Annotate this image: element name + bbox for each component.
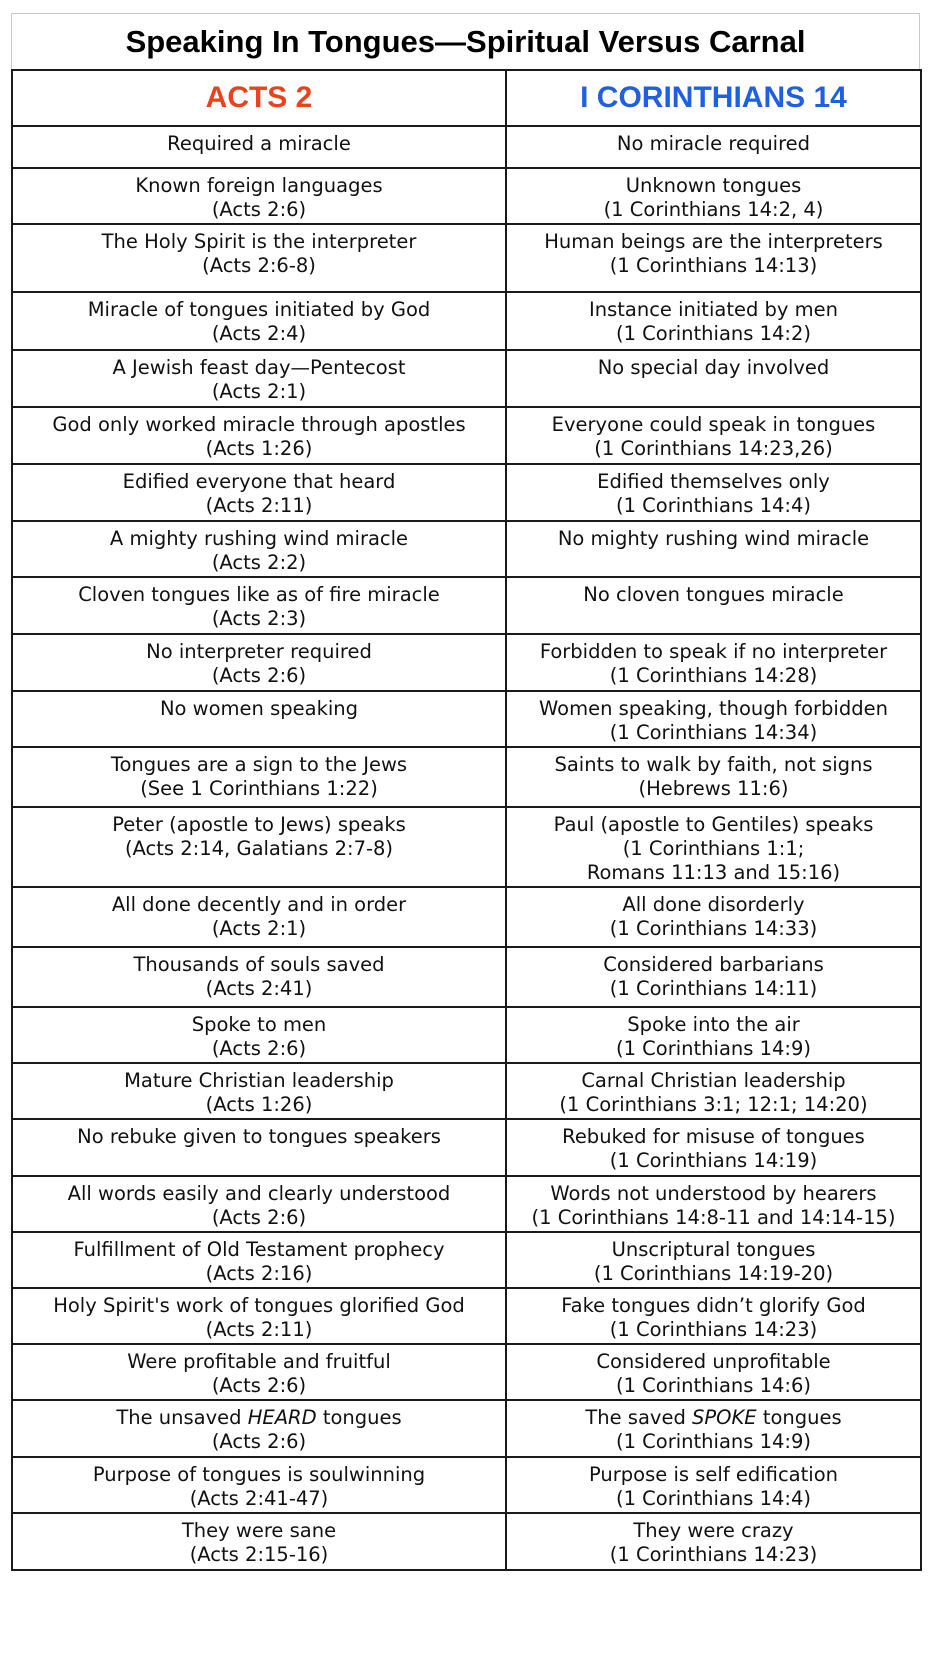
table-row xyxy=(12,350,921,407)
emphasis-text: HEARD xyxy=(247,1406,317,1429)
text-segment: tongues xyxy=(316,1406,402,1429)
reference-text: (Acts 2:2) xyxy=(211,551,307,574)
corinthians-cell xyxy=(506,1400,921,1457)
text-segment: The unsaved xyxy=(116,1406,248,1429)
acts-cell xyxy=(12,1232,506,1288)
reference-text: (Acts 2:11) xyxy=(205,494,313,517)
reference-text: (1 Corinthians 14:34) xyxy=(609,721,818,744)
acts-cell xyxy=(12,577,506,634)
reference-text: (Acts 2:14, Galatians 2:7-8) xyxy=(124,837,394,860)
statement-text xyxy=(17,1406,501,1430)
table-row xyxy=(12,464,921,521)
statement-text xyxy=(511,1406,916,1430)
reference-text: (Acts 2:11) xyxy=(205,1318,313,1341)
acts-cell xyxy=(12,521,506,577)
statement-text: All done disorderly xyxy=(622,893,805,916)
acts-cell xyxy=(12,407,506,464)
corinthians-cell xyxy=(506,577,921,634)
corinthians-cell xyxy=(506,1513,921,1570)
reference-text: (Hebrews 11:6) xyxy=(638,777,789,800)
comparison-sheet xyxy=(11,13,920,1571)
statement-text: Instance initiated by men xyxy=(588,298,839,321)
acts-cell xyxy=(12,807,506,887)
table-row xyxy=(12,1232,921,1288)
reference-text: (Acts 2:6) xyxy=(211,1430,307,1453)
reference-text: (Acts 2:6) xyxy=(211,664,307,687)
acts-cell xyxy=(12,1400,506,1457)
statement-text: Edified themselves only xyxy=(597,470,830,493)
statement-text: Mature Christian leadership xyxy=(124,1069,394,1092)
corinthians-cell xyxy=(506,521,921,577)
statement-text: Women speaking, though forbidden xyxy=(539,697,888,720)
table-row xyxy=(12,577,921,634)
statement-text: They were sane xyxy=(181,1519,337,1542)
table-row xyxy=(12,1344,921,1400)
statement-text: No cloven tongues miracle xyxy=(583,583,844,606)
table-row xyxy=(12,1513,921,1570)
corinthians-cell xyxy=(506,947,921,1007)
statement-text: Forbidden to speak if no interpreter xyxy=(539,640,888,663)
corinthians-cell xyxy=(506,1176,921,1232)
statement-text: God only worked miracle through apostles xyxy=(52,413,466,436)
statement-text: Cloven tongues like as of fire miracle xyxy=(78,583,440,606)
reference-text: (Acts 2:1) xyxy=(211,917,307,940)
statement-text: Human beings are the interpreters xyxy=(544,230,883,253)
statement-text: Saints to walk by faith, not signs xyxy=(554,753,873,776)
reference-text: (Acts 2:6-8) xyxy=(202,254,316,277)
reference-text: (Acts 2:6) xyxy=(211,1374,307,1397)
reference-text: (1 Corinthians 14:11) xyxy=(609,977,818,1000)
statement-text: Rebuked for misuse of tongues xyxy=(562,1125,865,1148)
table-row xyxy=(12,1063,921,1119)
statement-text: Thousands of souls saved xyxy=(133,953,385,976)
corinthians-cell xyxy=(506,407,921,464)
table-row xyxy=(12,947,921,1007)
table-row xyxy=(12,292,921,350)
reference-text: (Acts 1:26) xyxy=(205,437,313,460)
reference-text: (1 Corinthians 14:4) xyxy=(615,494,812,517)
acts-cell xyxy=(12,1344,506,1400)
corinthians-cell xyxy=(506,464,921,521)
emphasis-text: SPOKE xyxy=(692,1406,757,1429)
acts-cell xyxy=(12,747,506,807)
table-row xyxy=(12,407,921,464)
reference-text: (Acts 2:16) xyxy=(205,1262,313,1285)
acts-cell xyxy=(12,1288,506,1344)
statement-text: A Jewish feast day—Pentecost xyxy=(112,356,406,379)
table-row xyxy=(12,747,921,807)
reference-text: (1 Corinthians 14:9) xyxy=(615,1430,812,1453)
acts-cell xyxy=(12,887,506,947)
statement-text: A mighty rushing wind miracle xyxy=(109,527,409,550)
statement-text: Purpose is self edification xyxy=(589,1463,838,1486)
corinthians-cell xyxy=(506,350,921,407)
acts-cell xyxy=(12,634,506,691)
reference-text: (1 Corinthians 14:33) xyxy=(609,917,818,940)
reference-text: (Acts 2:1) xyxy=(211,380,307,403)
corinthians-cell xyxy=(506,1288,921,1344)
reference-text: (1 Corinthians 14:28) xyxy=(609,664,818,687)
reference-text: (1 Corinthians 14:23) xyxy=(609,1543,818,1566)
corinthians-cell xyxy=(506,887,921,947)
statement-text: Considered barbarians xyxy=(603,953,824,976)
statement-text: Required a miracle xyxy=(167,132,351,155)
acts-cell xyxy=(12,292,506,350)
acts-cell xyxy=(12,1007,506,1063)
reference-text: (1 Corinthians 14:19) xyxy=(609,1149,818,1172)
table-row xyxy=(12,521,921,577)
reference-text: (Acts 2:6) xyxy=(211,1037,307,1060)
statement-text: Were profitable and fruitful xyxy=(127,1350,391,1373)
text-segment: The saved xyxy=(585,1406,693,1429)
corinthians-cell xyxy=(506,224,921,292)
statement-text: Fake tongues didn’t glorify God xyxy=(561,1294,866,1317)
corinthians-cell xyxy=(506,292,921,350)
table-row xyxy=(12,691,921,747)
reference-text: (1 Corinthians 14:19-20) xyxy=(593,1262,834,1285)
statement-text: The Holy Spirit is the interpreter xyxy=(101,230,417,253)
corinthians-cell xyxy=(506,747,921,807)
reference-text: (1 Corinthians 14:6) xyxy=(615,1374,812,1397)
acts-cell xyxy=(12,126,506,168)
statement-text: Fulfillment of Old Testament prophecy xyxy=(73,1238,445,1261)
corinthians-cell xyxy=(506,1007,921,1063)
reference-text: (1 Corinthians 14:8-11 and 14:14-15) xyxy=(531,1206,896,1229)
statement-text: No special day involved xyxy=(597,356,830,379)
corinthians-cell xyxy=(506,807,921,887)
reference-text: (1 Corinthians 3:1; 12:1; 14:20) xyxy=(559,1093,868,1116)
statement-text: Unscriptural tongues xyxy=(611,1238,816,1261)
table-row xyxy=(12,126,921,168)
acts-cell xyxy=(12,168,506,224)
acts-cell xyxy=(12,464,506,521)
corinthians-cell xyxy=(506,126,921,168)
statement-text: Purpose of tongues is soulwinning xyxy=(92,1463,426,1486)
reference-text: (1 Corinthians 14:4) xyxy=(615,1487,812,1510)
acts-cell xyxy=(12,691,506,747)
table-row xyxy=(12,1007,921,1063)
acts-cell xyxy=(12,1063,506,1119)
table-row xyxy=(12,807,921,887)
statement-text: Tongues are a sign to the Jews xyxy=(110,753,408,776)
statement-text: Miracle of tongues initiated by God xyxy=(87,298,431,321)
corinthians-cell xyxy=(506,1232,921,1288)
statement-text: Unknown tongues xyxy=(625,174,802,197)
acts-cell xyxy=(12,1119,506,1176)
statement-text: Holy Spirit's work of tongues glorified God xyxy=(53,1294,465,1317)
table-body xyxy=(12,126,921,1570)
reference-text: (Acts 2:6) xyxy=(211,1206,307,1229)
table-row xyxy=(12,634,921,691)
statement-text: Carnal Christian leadership xyxy=(581,1069,846,1092)
reference-text: (1 Corinthians 1:1; xyxy=(622,837,805,860)
reference-text: (See 1 Corinthians 1:22) xyxy=(140,777,378,800)
statement-text: No women speaking xyxy=(159,697,359,720)
corinthians-cell xyxy=(506,1119,921,1176)
corinthians-cell xyxy=(506,1457,921,1513)
column-header-acts: ACTS 2 xyxy=(12,70,506,126)
statement-text: Spoke into the air xyxy=(627,1013,800,1036)
statement-text: Edified everyone that heard xyxy=(122,470,396,493)
reference-text: (Acts 2:41) xyxy=(205,977,313,1000)
statement-text: Spoke to men xyxy=(191,1013,327,1036)
statement-text: Peter (apostle to Jews) speaks xyxy=(112,813,406,836)
corinthians-cell xyxy=(506,1344,921,1400)
acts-cell xyxy=(12,1176,506,1232)
reference-text: (1 Corinthians 14:13) xyxy=(609,254,818,277)
table-row xyxy=(12,1457,921,1513)
statement-text: Paul (apostle to Gentiles) speaks xyxy=(553,813,874,836)
statement-text: No interpreter required xyxy=(146,640,372,663)
statement-text: No rebuke given to tongues speakers xyxy=(77,1125,441,1148)
reference-text: (1 Corinthians 14:9) xyxy=(615,1037,812,1060)
comparison-table xyxy=(11,69,922,1571)
statement-text: Everyone could speak in tongues xyxy=(551,413,876,436)
table-row xyxy=(12,168,921,224)
reference-text: (1 Corinthians 14:2, 4) xyxy=(603,198,824,221)
text-segment: tongues xyxy=(756,1406,842,1429)
statement-text: Words not understood by hearers xyxy=(550,1182,877,1205)
acts-cell xyxy=(12,1457,506,1513)
table-row xyxy=(12,1288,921,1344)
reference-text: (Acts 1:26) xyxy=(205,1093,313,1116)
reference-text: (1 Corinthians 14:23,26) xyxy=(594,437,833,460)
reference-text: (Acts 2:6) xyxy=(211,198,307,221)
corinthians-cell xyxy=(506,168,921,224)
acts-cell xyxy=(12,350,506,407)
statement-text: No miracle required xyxy=(616,132,811,155)
column-header-corinthians: I CORINTHIANS 14 xyxy=(506,70,921,126)
statement-text: They were crazy xyxy=(633,1519,794,1542)
reference-text: Romans 11:13 and 15:16) xyxy=(586,861,841,884)
reference-text: (Acts 2:3) xyxy=(211,607,307,630)
corinthians-cell xyxy=(506,691,921,747)
reference-text: (1 Corinthians 14:23) xyxy=(609,1318,818,1341)
reference-text: (Acts 2:4) xyxy=(211,322,307,345)
statement-text: All done decently and in order xyxy=(111,893,407,916)
header-row xyxy=(12,70,921,126)
table-row xyxy=(12,1176,921,1232)
acts-cell xyxy=(12,1513,506,1570)
reference-text: (1 Corinthians 14:2) xyxy=(615,322,812,345)
page-title: Speaking In Tongues—Spiritual Versus Carnal xyxy=(11,13,920,69)
statement-text: Known foreign languages xyxy=(135,174,383,197)
acts-cell xyxy=(12,224,506,292)
reference-text: (Acts 2:15-16) xyxy=(189,1543,329,1566)
statement-text: All words easily and clearly understood xyxy=(67,1182,451,1205)
table-row xyxy=(12,224,921,292)
statement-text: Considered unprofitable xyxy=(596,1350,831,1373)
corinthians-cell xyxy=(506,634,921,691)
statement-text: No mighty rushing wind miracle xyxy=(557,527,870,550)
table-row xyxy=(12,1400,921,1457)
table-row xyxy=(12,887,921,947)
table-row xyxy=(12,1119,921,1176)
reference-text: (Acts 2:41-47) xyxy=(189,1487,329,1510)
acts-cell xyxy=(12,947,506,1007)
corinthians-cell xyxy=(506,1063,921,1119)
